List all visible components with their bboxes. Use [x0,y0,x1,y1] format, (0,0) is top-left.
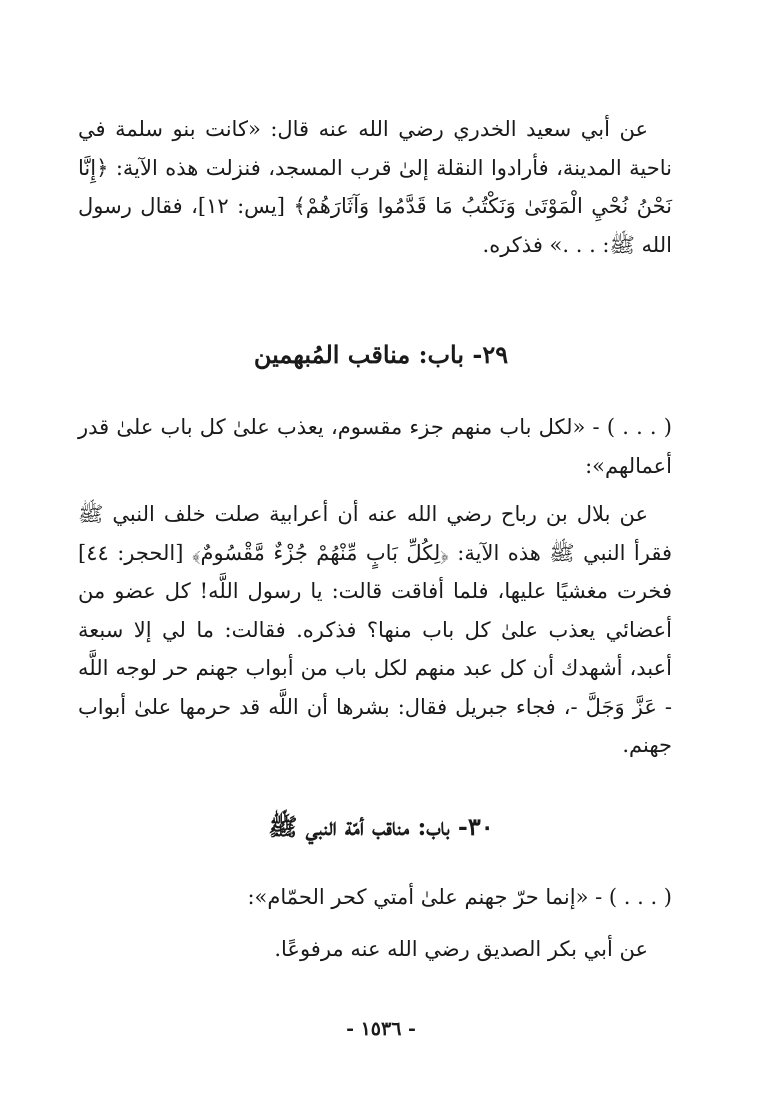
hadith-title-30: ( . . . ) - «إنما حرّ جهنم علىٰ أمتي كحر الحمّام»: [247,885,672,909]
section-heading-29: ٢٩- باب: مناقب المُبهمين [253,340,509,369]
paragraph-abu-said: عن أبي سعيد الخدري رضي الله عنه قال: «كانت بنو سلمة في ناحية المدينة، فأرادوا النقلة إلىٰ قرب المسجد، فنزلت هذه الآية: ﴿إِنَّا نَحْنُ نُحْيِ الْمَوْتَىٰ وَنَكْتُبُ مَا قَدَّمُوا وَآثَارَهُمْ﴾ [يس: ١٢]، فقال رسول الله ﷺ: . . .» فذكره. [78,117,673,257]
hadith-title-29: ( . . . ) - «لكل باب منهم جزء مقسوم، يعذب علىٰ كل باب علىٰ قدر أعمالهم»: [78,415,672,478]
page-number: - ١٥٣٦ - [346,1018,416,1040]
hadith-text-30: عن أبي بكر الصديق رضي الله عنه مرفوعًا. [274,937,648,961]
hadith-text-29: عن بلال بن رباح رضي الله عنه أن أعرابية صلت خلف النبي ﷺ فقرأ النبي ﷺ هذه الآية: ﴿لِكُلِّ بَابٍ مِّنْهُمْ جُزْءٌ مَّقْسُومٌ﴾ [الحجر: ٤٤] فخرت مغشيًا عليها، فلما أفاقت قالت: يا رسول اللَّه! كل عضو من أعضائي يعذب علىٰ كل باب منها؟ فذكره. فقالت: ما لي إلا سبعة أعبد، أشهدك أن كل عبد منهم لكل باب من أبواب جهنم حر لوجه اللَّه - عَزَّ وَجَلَّ -، فجاء جبريل فقال: بشرها أن اللَّه قد حرمها علىٰ أبواب جهنم. [78,502,672,757]
section-heading-30: ٣٠- باب: مناقب أمّة النبي ﷺ [268,812,494,841]
